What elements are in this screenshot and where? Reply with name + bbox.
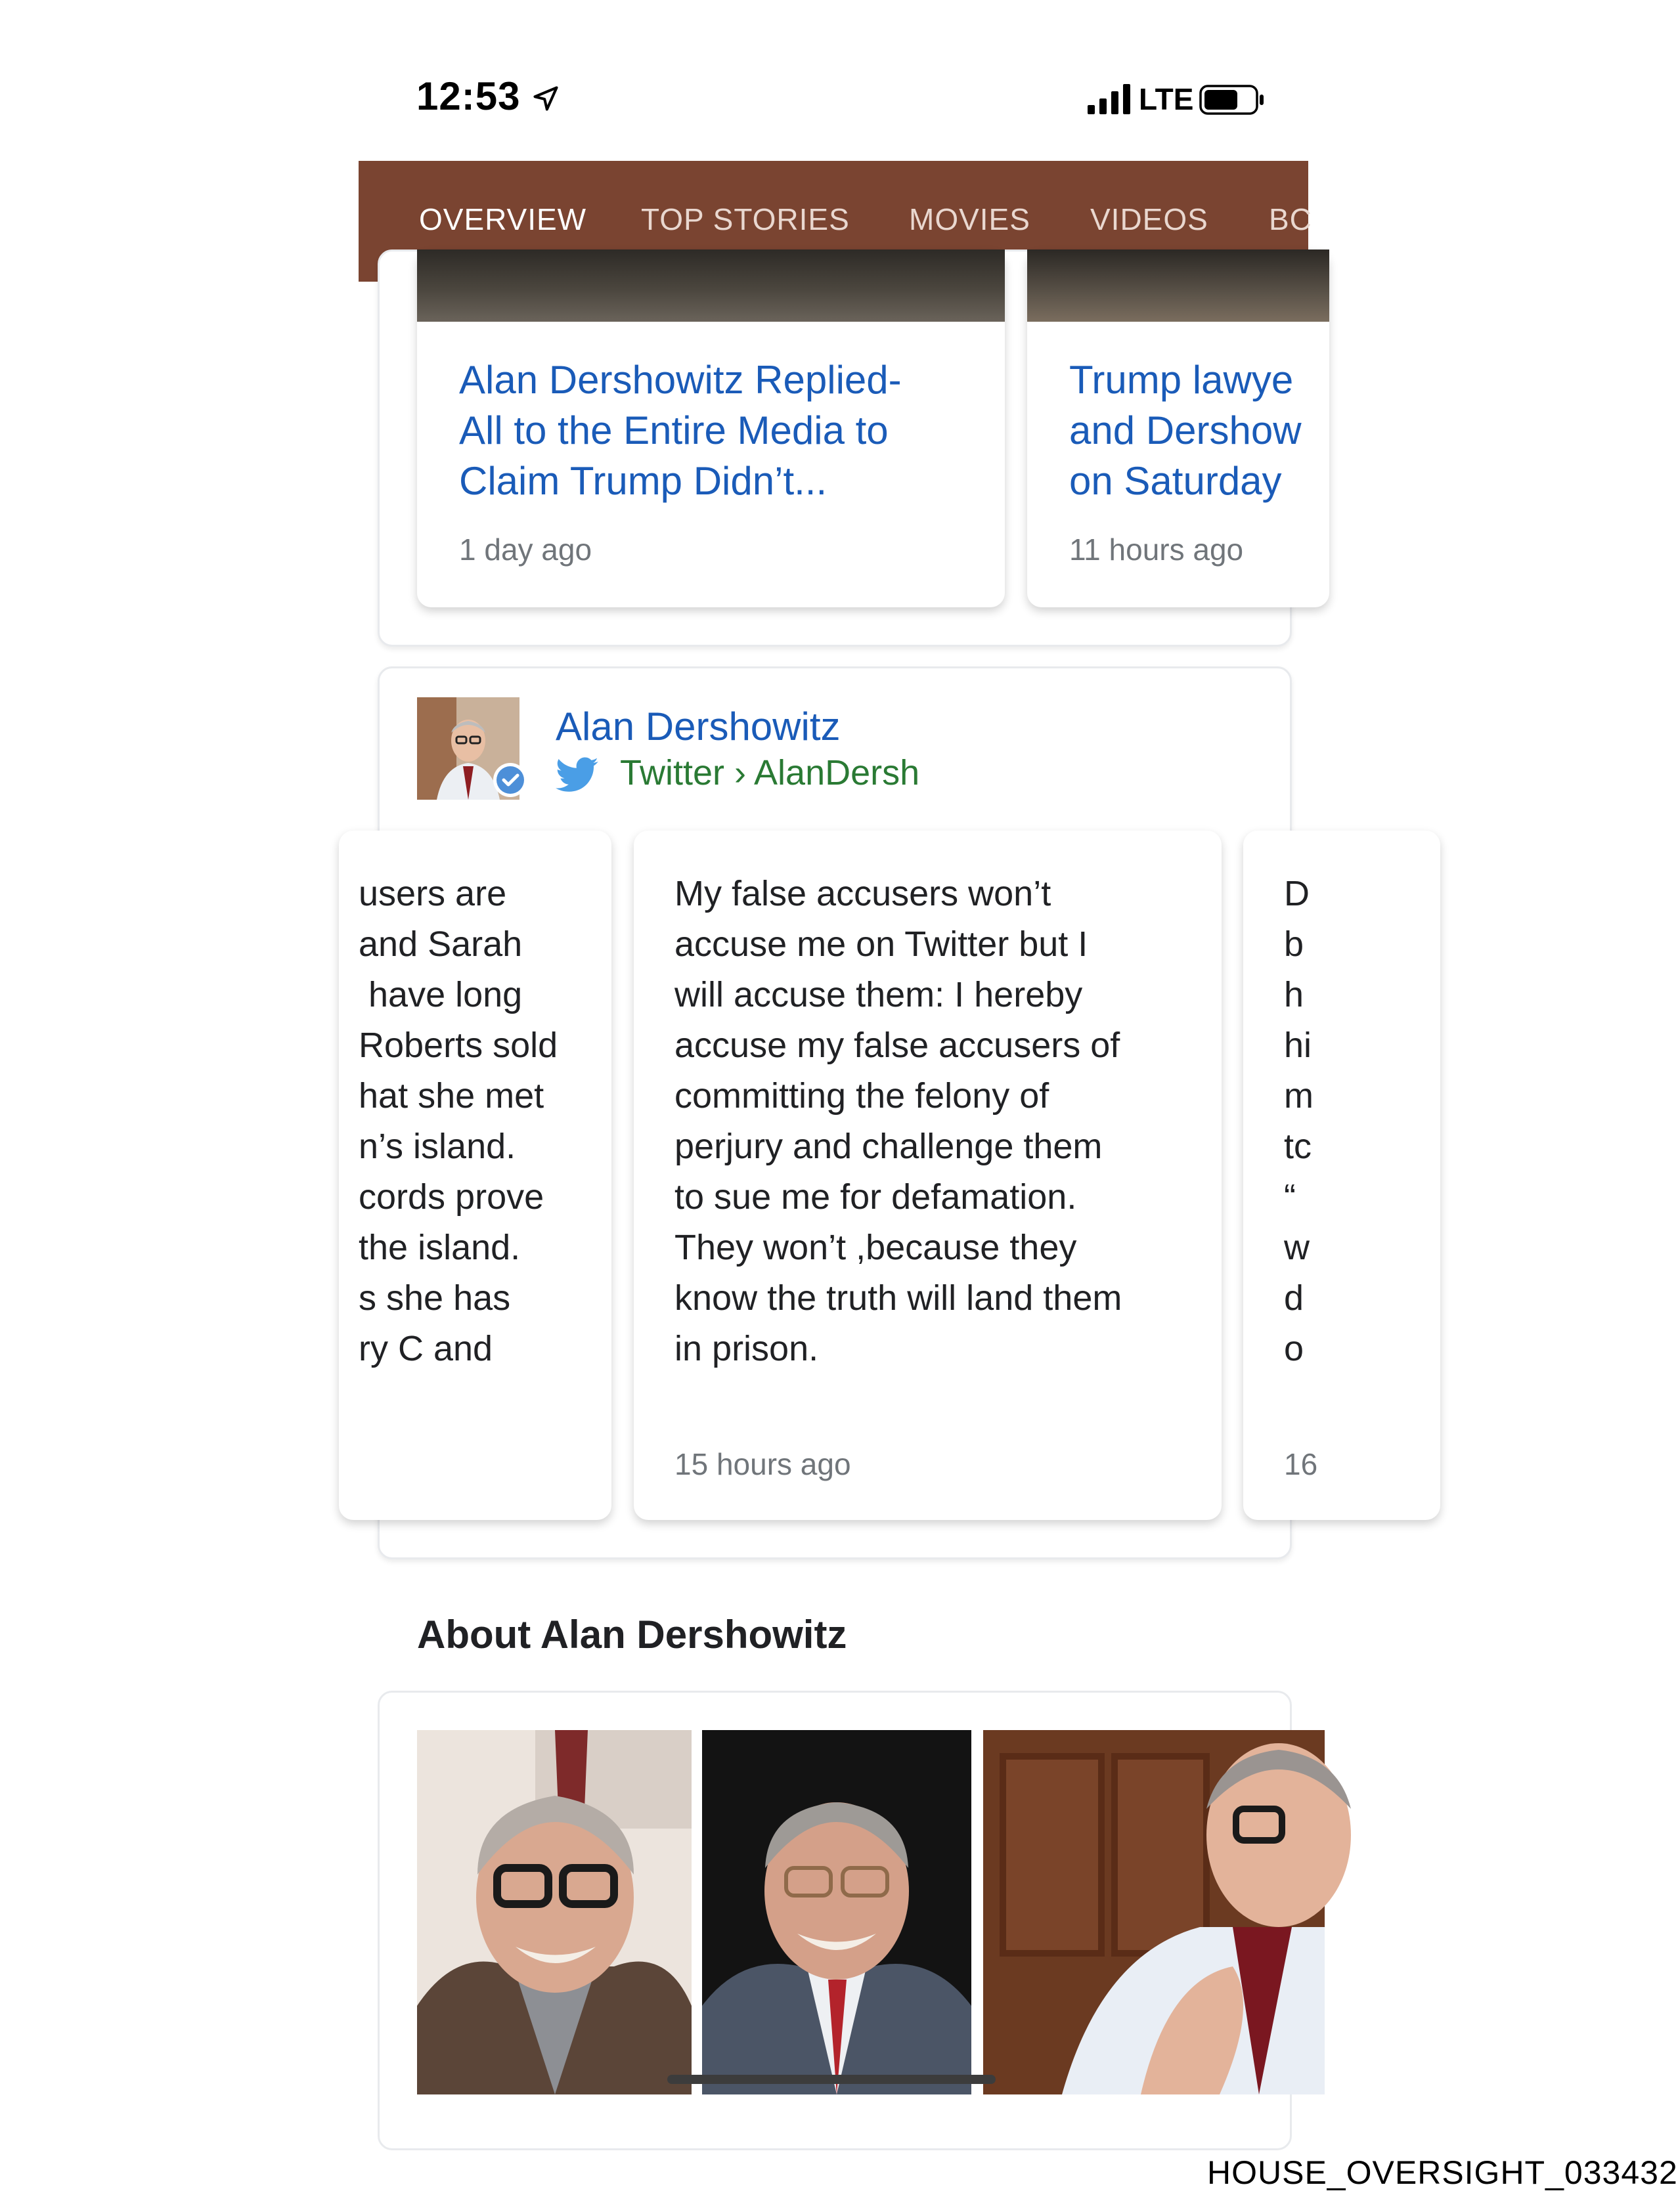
tweet-age: 15 hours ago <box>674 1447 851 1481</box>
tweet-age: 16 <box>1284 1447 1318 1481</box>
photo-thumbnail[interactable] <box>983 1730 1325 2094</box>
status-bar <box>359 0 1308 161</box>
verified-badge-icon <box>492 762 529 798</box>
signal-bars-icon <box>1088 84 1134 114</box>
location-arrow-icon <box>531 84 560 113</box>
news-age: 11 hours ago <box>1069 532 1244 567</box>
tweet-text: D b h hi m tc “ w d o <box>1284 874 1314 1368</box>
news-card[interactable] <box>1027 249 1329 607</box>
tweet-card[interactable] <box>1243 831 1440 1520</box>
news-headline[interactable]: Alan Dershowitz Replied- All to the Entire Media to Claim Trump Didn’t... <box>459 358 902 503</box>
photo-thumbnail[interactable] <box>417 1730 692 2094</box>
document-id: HOUSE_OVERSIGHT_033432 <box>1207 2154 1678 2191</box>
tab-books[interactable]: BC <box>1269 202 1312 236</box>
twitter-bird-icon <box>556 757 599 794</box>
news-thumbnail <box>417 249 1005 322</box>
status-time: 12:53 <box>416 74 521 118</box>
twitter-account-name[interactable]: Alan Dershowitz <box>556 705 841 748</box>
tab-top-stories[interactable]: TOP STORIES <box>641 202 850 236</box>
photo-thumbnail[interactable] <box>702 1730 971 2094</box>
news-thumbnail <box>1027 249 1329 322</box>
photo-scroll-indicator[interactable] <box>667 2075 996 2084</box>
tweet-card[interactable] <box>339 831 611 1520</box>
tab-videos[interactable]: VIDEOS <box>1090 202 1208 236</box>
phone-screen <box>359 0 1318 2108</box>
news-age: 1 day ago <box>459 532 592 567</box>
news-headline[interactable]: Trump lawye and Dershow on Saturday <box>1069 358 1302 503</box>
battery-icon <box>1199 84 1265 116</box>
network-label: LTE <box>1139 82 1194 116</box>
about-heading: About Alan Dershowitz <box>417 1613 847 1657</box>
tab-movies[interactable]: MOVIES <box>909 202 1030 236</box>
news-card[interactable] <box>417 249 1005 607</box>
tweet-card[interactable] <box>634 831 1222 1520</box>
twitter-source-breadcrumb[interactable]: Twitter › AlanDersh <box>620 753 920 792</box>
tweet-text: My false accusers won’t accuse me on Twitter but I will accuse them: I hereby accuse my false accusers of committing the felony of perjury and challenge them to sue me for defamation. They won’t ,because they know the truth will land them in prison. <box>674 874 1122 1368</box>
tab-overview[interactable]: OVERVIEW <box>419 202 587 236</box>
tweet-text: users are and Sarah have long Roberts sold hat she met n’s island. cords prove the island. s she has ry C and <box>359 874 558 1368</box>
